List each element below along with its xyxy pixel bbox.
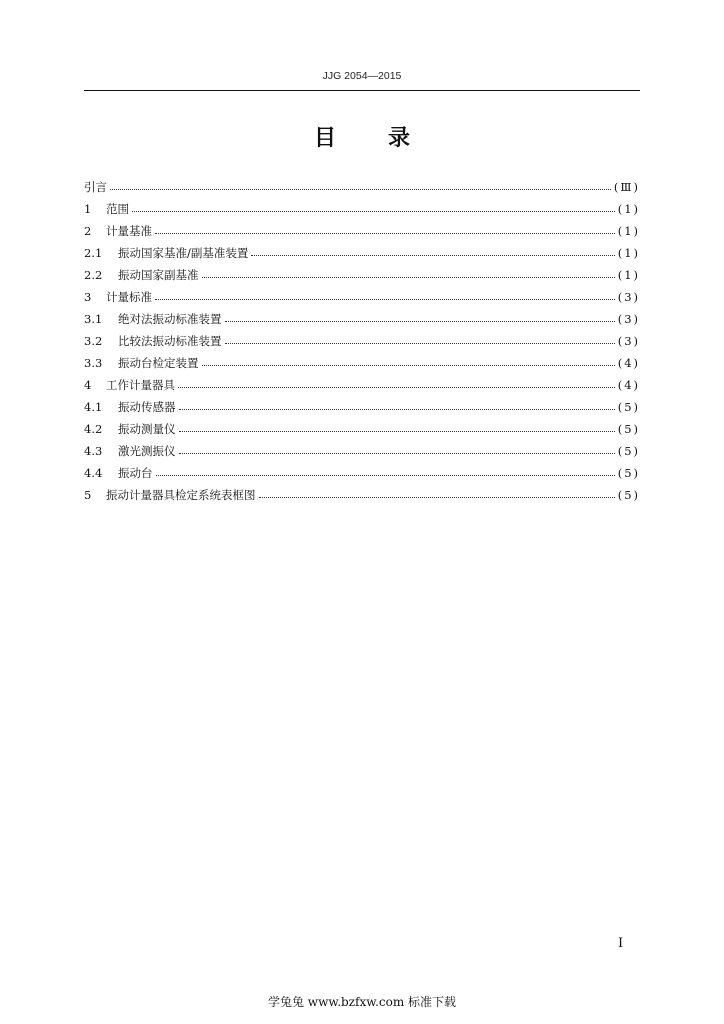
toc-entry-number: 4.3	[84, 444, 103, 458]
toc-entry-label: 振动计量器具检定系统表框图	[106, 488, 256, 502]
toc-entry-label: 振动台检定装置	[118, 356, 199, 370]
toc-leader-dots	[202, 277, 615, 278]
toc-leader-dots	[202, 365, 615, 366]
toc-entry-number: 2.2	[84, 268, 103, 282]
toc-entry-number: 4	[84, 378, 92, 392]
header-rule	[84, 90, 640, 91]
toc-leader-dots	[179, 409, 615, 410]
toc-entry-number: 3	[84, 290, 92, 304]
toc-entry-label: 振动台	[118, 466, 153, 480]
toc-entry[interactable]	[84, 220, 640, 242]
toc-entry-label: 振动测量仪	[118, 422, 176, 436]
running-header: JJG 2054—2015	[322, 70, 402, 82]
toc-entry-label: 比较法振动标准装置	[118, 334, 222, 348]
toc-entry-page: (5)	[617, 422, 640, 436]
toc-entry-label: 绝对法振动标准装置	[118, 312, 222, 326]
toc-leader-dots	[156, 475, 615, 476]
toc-entry-number: 3.1	[84, 312, 103, 326]
toc-entry-label: 振动国家基准/副基准装置	[118, 246, 249, 260]
toc-leader-dots	[251, 255, 614, 256]
toc-leader-dots	[259, 497, 615, 498]
toc-leader-dots	[225, 321, 615, 322]
toc-entry-number: 4.4	[84, 466, 103, 480]
toc-entry-page: (5)	[617, 488, 640, 502]
footer-url[interactable]: www.bzfxw.com	[307, 995, 405, 1009]
footer-tagline: 标准下载	[408, 995, 457, 1009]
toc-entry-number: 3.2	[84, 334, 103, 348]
toc-entry[interactable]	[84, 396, 640, 418]
toc-entry-page: (1)	[617, 224, 640, 238]
toc-entry-page: (5)	[617, 466, 640, 480]
toc-entry[interactable]	[84, 176, 640, 198]
toc-entry-number: 2	[84, 224, 92, 238]
toc-leader-dots	[179, 453, 615, 454]
toc-entry-page: (4)	[617, 356, 640, 370]
toc-entry-label: 计量基准	[106, 224, 152, 238]
toc-entry-page: (1)	[617, 268, 640, 282]
toc-leader-dots	[155, 299, 615, 300]
toc-entry[interactable]	[84, 440, 640, 462]
title-char-1: 目	[313, 126, 336, 151]
toc-entry-label: 计量标准	[106, 290, 152, 304]
toc-leader-dots	[225, 343, 615, 344]
toc-entry-number: 5	[84, 488, 92, 502]
toc-entry-page: (3)	[617, 312, 640, 326]
toc-entry-number: 3.3	[84, 356, 103, 370]
toc-entry-label: 振动国家副基准	[118, 268, 199, 282]
toc-entry[interactable]	[84, 352, 640, 374]
toc-entry[interactable]	[84, 198, 640, 220]
footer-site-name: 学兔兔	[267, 995, 304, 1009]
toc-entry-number: 4.2	[84, 422, 103, 436]
toc-entry-number: 2.1	[84, 246, 103, 260]
toc-leader-dots	[179, 431, 615, 432]
toc-entry-page: (4)	[617, 378, 640, 392]
toc-leader-dots	[155, 233, 615, 234]
footer-watermark	[0, 993, 724, 1010]
page-title	[0, 121, 724, 152]
toc-entry-page: (1)	[617, 246, 640, 260]
toc-leader-dots	[178, 387, 615, 388]
toc-entry[interactable]	[84, 264, 640, 286]
toc-entry-number: 4.1	[84, 400, 103, 414]
toc-entry[interactable]	[84, 484, 640, 506]
toc-entry-label: 激光测振仪	[118, 444, 176, 458]
toc-entry[interactable]	[84, 374, 640, 396]
toc-entry-label: 工作计量器具	[106, 378, 175, 392]
toc-entry-number: 1	[84, 202, 92, 216]
toc-entry-page: (5)	[617, 400, 640, 414]
toc-entry[interactable]	[84, 418, 640, 440]
toc-entry-label: 振动传感器	[118, 400, 176, 414]
toc-entry-page: (5)	[617, 444, 640, 458]
toc-entry-page: (3)	[617, 334, 640, 348]
toc-leader-dots	[132, 211, 615, 212]
toc-entry-page: (1)	[617, 202, 640, 216]
toc-entry-label: 范围	[106, 202, 129, 216]
toc-entry[interactable]	[84, 308, 640, 330]
toc-entry[interactable]	[84, 242, 640, 264]
toc-entry[interactable]	[84, 462, 640, 484]
toc-entry-label: 引言	[84, 180, 107, 194]
toc-entry-page: (3)	[617, 290, 640, 304]
toc-leader-dots	[110, 189, 611, 190]
toc-entry[interactable]	[84, 286, 640, 308]
toc-entry-page: (Ⅲ)	[613, 180, 640, 194]
table-of-contents	[84, 176, 640, 506]
toc-entry[interactable]	[84, 330, 640, 352]
page-number: I	[618, 936, 624, 951]
title-char-2: 录	[388, 126, 411, 151]
